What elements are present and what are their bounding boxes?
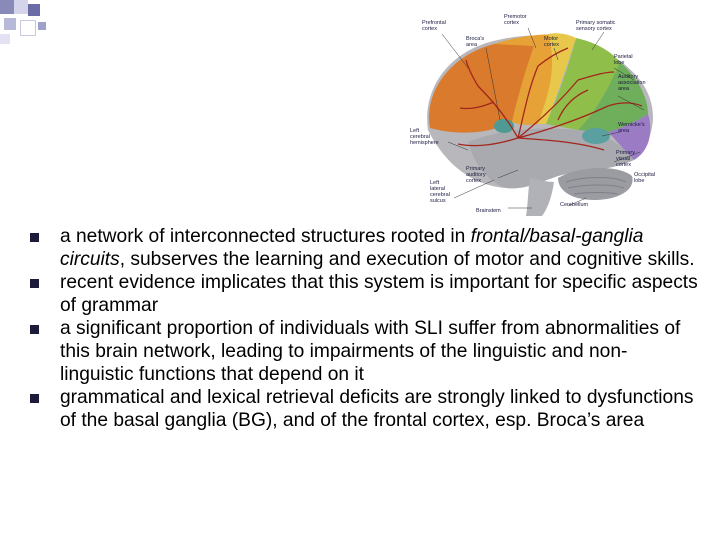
- bullet-item: [28, 272, 698, 317]
- label-motor: Motor cortex: [544, 36, 559, 48]
- corner-square: [4, 18, 16, 30]
- label-brocas: Broca's area: [466, 36, 485, 48]
- square-bullet-icon: [30, 394, 39, 403]
- corner-square: [20, 20, 36, 36]
- label-prefrontal: Prefrontal cortex: [422, 20, 446, 32]
- bullet-item: [28, 318, 698, 386]
- label-cerebellum: Cerebellum: [560, 202, 589, 208]
- bullet-text: grammatical and lexical retrieval deficits are strongly linked to dysfunctions of the basal ganglia (BG), and of the frontal cortex, esp. Broca’s area: [60, 387, 694, 431]
- label-primary-somatic: Primary somatic sensory cortex: [576, 20, 616, 32]
- label-primary-visual: Primary visual cortex: [616, 150, 635, 168]
- bullet-list: [28, 226, 698, 433]
- corner-square: [0, 34, 10, 44]
- label-occipital: Occipital lobe: [634, 172, 656, 184]
- brain-illustration: [408, 10, 684, 216]
- bullet-text: a significant proportion of individuals with SLI suffer from abnormalities of this brain network, leading to impairments of the linguistic and non-linguistic functions that depend on it: [60, 318, 681, 385]
- corner-square: [38, 22, 46, 30]
- brain-figure: [408, 10, 684, 216]
- label-wernicke: Wernicke's area: [618, 122, 645, 134]
- square-bullet-icon: [30, 233, 39, 242]
- bullet-item: [28, 226, 698, 271]
- label-auditory: Auditory association area: [618, 74, 646, 92]
- label-brainstem: Brainstem: [476, 208, 501, 214]
- square-bullet-icon: [30, 279, 39, 288]
- corner-square: [14, 0, 28, 14]
- bullet-text: a network of interconnected structures rooted in frontal/basal-ganglia circuits, subserves the learning and execution of motor and cognitive skills.: [60, 226, 695, 270]
- corner-decoration: [0, 0, 60, 50]
- label-left-lateral: Left lateral cerebral sulcus: [430, 180, 450, 204]
- corner-square: [28, 4, 40, 16]
- label-parietal: Parietal lobe: [614, 54, 633, 66]
- label-primary-auditory: Primary auditory cortex: [466, 166, 486, 184]
- corner-square: [0, 0, 14, 14]
- square-bullet-icon: [30, 325, 39, 334]
- bullet-item: [28, 387, 698, 432]
- label-premotor: Premotor cortex: [504, 14, 527, 26]
- label-left-cerebral: Left cerebral hemisphere: [410, 128, 439, 146]
- bullet-text: recent evidence implicates that this system is important for specific aspects of grammar: [60, 272, 698, 316]
